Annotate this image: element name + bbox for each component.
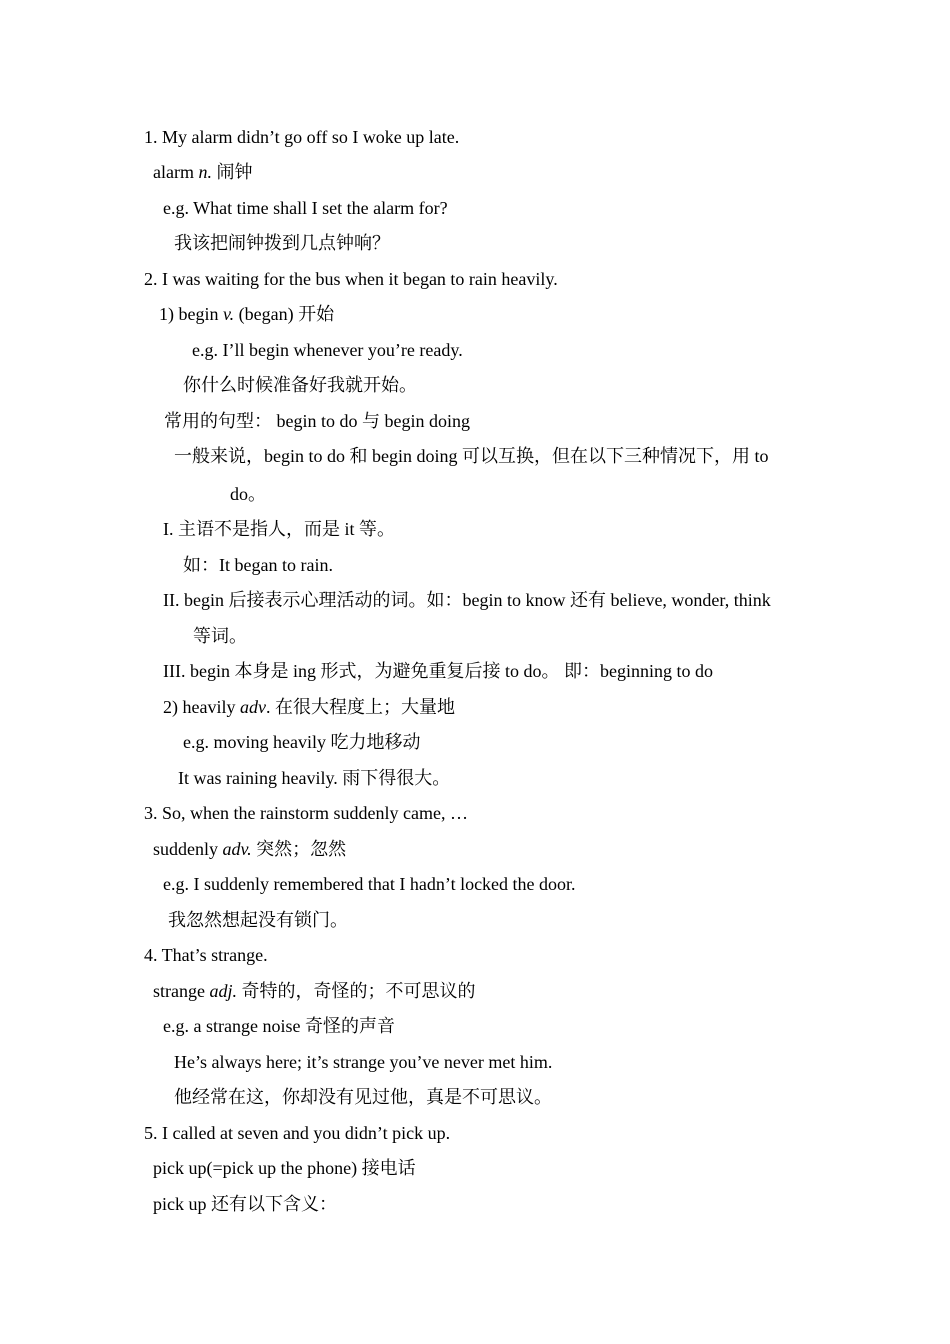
example-heavily-2: It was raining heavily. 雨下得很大。	[178, 768, 451, 788]
vocab-suddenly: suddenly adv. 突然；忽然	[153, 839, 347, 859]
section-2-heading: 2. I was waiting for the bus when it began to rain heavily.	[144, 269, 558, 289]
pattern-explanation-cont: do。	[230, 484, 266, 504]
pick-up-meanings: pick up 还有以下含义：	[153, 1194, 337, 1214]
example-suddenly-en: e.g. I suddenly remembered that I hadn’t locked the door.	[163, 874, 576, 894]
vocab-alarm: alarm n. 闹钟	[153, 162, 253, 182]
section-4-heading: 4. That’s strange.	[144, 945, 268, 965]
example-strange-2-zh: 他经常在这，你却没有见过他，真是不可思议。	[174, 1087, 552, 1107]
vocab-heavily: 2) heavily adv. 在很大程度上；大量地	[163, 697, 455, 717]
example-suddenly-zh: 我忽然想起没有锁门。	[168, 910, 348, 930]
section-5-heading: 5. I called at seven and you didn’t pick up.	[144, 1123, 451, 1143]
rule-3: III. begin 本身是 ing 形式，为避免重复后接 to do。 即：beginning to do	[163, 661, 713, 681]
section-3-heading: 3. So, when the rainstorm suddenly came, …	[144, 803, 468, 823]
section-1-heading: 1. My alarm didn’t go off so I woke up late.	[144, 127, 460, 147]
example-begin-en: e.g. I’ll begin whenever you’re ready.	[192, 340, 463, 360]
rule-1: I. 主语不是指人，而是 it 等。	[163, 519, 395, 539]
sentence-pattern-title: 常用的句型： begin to do 与 begin doing	[164, 411, 470, 431]
example-heavily-1: e.g. moving heavily 吃力地移动	[183, 732, 421, 752]
vocab-pick-up: pick up(=pick up the phone) 接电话	[153, 1158, 416, 1178]
example-alarm-zh: 我该把闹钟拨到几点钟响？	[174, 233, 390, 253]
rule-2: II. begin 后接表示心理活动的词。如：begin to know 还有 believe, wonder, think	[163, 590, 771, 610]
vocab-strange: strange adj. 奇特的，奇怪的；不可思议的	[153, 981, 476, 1001]
rule-2-cont: 等词。	[193, 626, 247, 646]
vocab-begin: 1) begin v. (began) 开始	[159, 304, 335, 324]
example-strange-2-en: He’s always here; it’s strange you’ve never met him.	[174, 1052, 553, 1072]
rule-1-example: 如：It began to rain.	[183, 555, 333, 575]
example-begin-zh: 你什么时候准备好我就开始。	[183, 375, 417, 395]
example-strange-1: e.g. a strange noise 奇怪的声音	[163, 1016, 395, 1036]
pattern-explanation: 一般来说，begin to do 和 begin doing 可以互换，但在以下三种情况下，用 to	[174, 446, 769, 466]
example-alarm-en: e.g. What time shall I set the alarm for?	[163, 198, 448, 218]
